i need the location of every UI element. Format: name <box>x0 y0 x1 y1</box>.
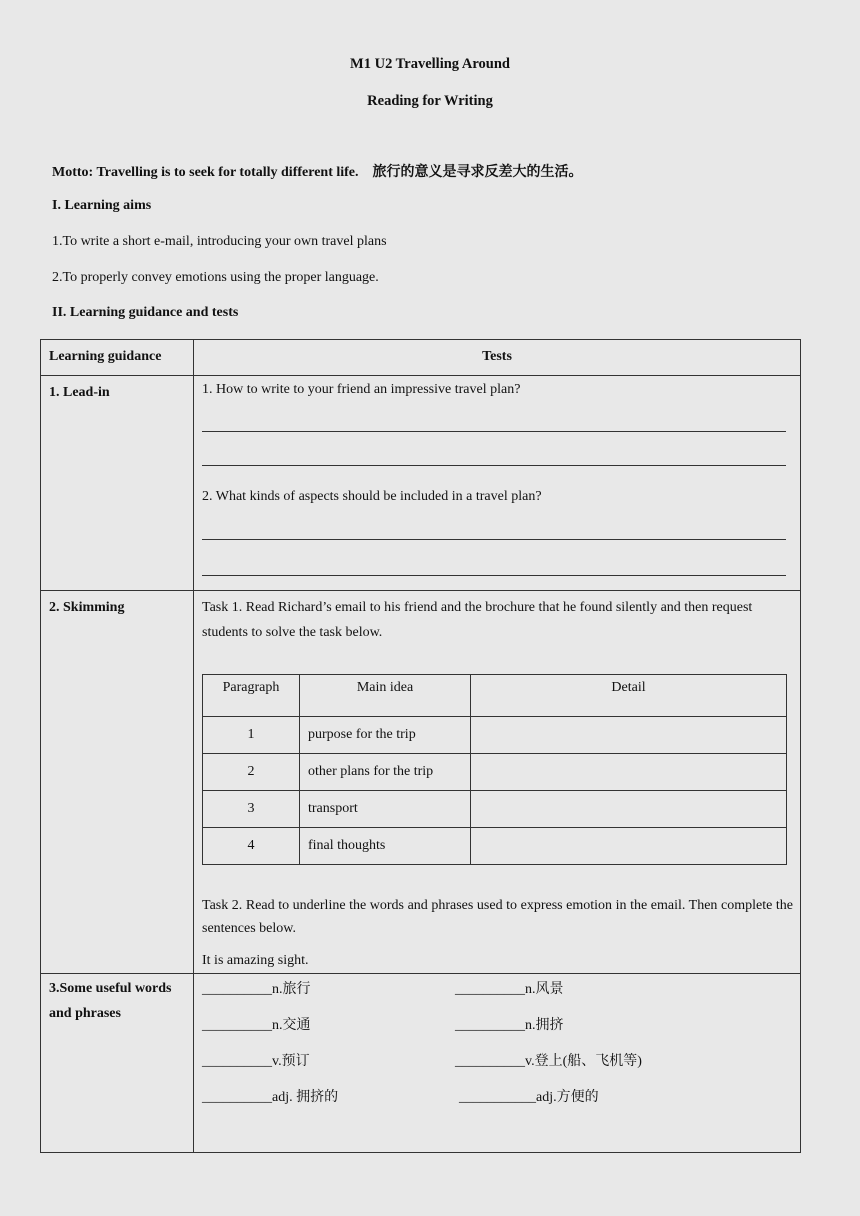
table-row <box>203 754 787 791</box>
answer-line[interactable] <box>202 539 786 540</box>
task-1-text: Task 1. Read Richard’s email to his friend and the brochure that he found silently and then request students to solve the task below. <box>202 600 753 640</box>
paragraph-number: 1 <box>203 717 300 754</box>
label-skimming: 2. Skimming <box>41 591 194 974</box>
useful-words-tests <box>194 974 801 1153</box>
answer-line[interactable] <box>202 465 786 466</box>
lead-in-question-2: 2. What kinds of aspects should be included in a travel plan? <box>202 489 542 504</box>
document-title: M1 U2 Travelling Around <box>350 56 510 72</box>
example-sentence: It is amazing sight. <box>202 953 309 968</box>
word-blank[interactable]: __________adj. 拥挤的 <box>202 1090 339 1105</box>
document-subtitle: Reading for Writing <box>367 93 493 109</box>
word-blank[interactable]: __________n.交通 <box>202 1018 311 1033</box>
sub-header-detail: Detail <box>471 675 787 717</box>
task-2-text: Task 2. Read to underline the words and phrases used to express emotion in the email. Then complete the sentences below. <box>202 898 793 936</box>
table-row <box>203 717 787 754</box>
table-row-skimming <box>41 591 801 974</box>
motto: Motto: Travelling is to seek for totally different life. 旅行的意义是寻求反差大的生活。 <box>52 165 583 180</box>
paragraph-number: 3 <box>203 791 300 828</box>
table-row-lead-in <box>41 376 801 591</box>
word-blank[interactable]: __________n.拥挤 <box>455 1018 564 1033</box>
answer-line[interactable] <box>202 431 786 432</box>
aim-item-2: 2.To properly convey emotions using the proper language. <box>52 270 379 285</box>
label-useful-words: 3.Some useful words and phrases <box>41 974 194 1153</box>
paragraph-number: 4 <box>203 828 300 865</box>
word-blank[interactable]: __________n.旅行 <box>202 982 311 997</box>
lead-in-question-1: 1. How to write to your friend an impressive travel plan? <box>202 382 521 397</box>
skimming-tests <box>194 591 801 974</box>
main-idea: transport <box>300 791 471 828</box>
main-idea: purpose for the trip <box>300 717 471 754</box>
detail-cell[interactable] <box>471 717 787 754</box>
section-heading-guidance: II. Learning guidance and tests <box>52 305 239 320</box>
sub-header-main-idea: Main idea <box>300 675 471 717</box>
lead-in-tests <box>194 376 801 591</box>
header-learning-guidance: Learning guidance <box>41 340 194 376</box>
table-header-row <box>41 340 801 376</box>
detail-cell[interactable] <box>471 791 787 828</box>
paragraph-number: 2 <box>203 754 300 791</box>
paragraph-table <box>202 674 787 865</box>
answer-line[interactable] <box>202 575 786 576</box>
paragraph-table-header <box>203 675 787 717</box>
table-row-words <box>41 974 801 1153</box>
word-blank[interactable]: __________v.登上(船、飞机等) <box>455 1054 642 1069</box>
detail-cell[interactable] <box>471 828 787 865</box>
word-blank[interactable]: __________v.预订 <box>202 1054 310 1069</box>
word-blank[interactable]: __________n.风景 <box>455 982 564 997</box>
sub-header-paragraph: Paragraph <box>203 675 300 717</box>
section-heading-aims: I. Learning aims <box>52 198 152 213</box>
label-lead-in: 1. Lead-in <box>41 376 194 591</box>
detail-cell[interactable] <box>471 754 787 791</box>
header-tests: Tests <box>194 340 801 376</box>
word-blank[interactable]: ___________adj.方便的 <box>459 1090 599 1105</box>
main-idea: other plans for the trip <box>300 754 471 791</box>
aim-item-1: 1.To write a short e-mail, introducing your own travel plans <box>52 234 387 249</box>
table-row <box>203 791 787 828</box>
guidance-table <box>40 339 801 1153</box>
table-row <box>203 828 787 865</box>
main-idea: final thoughts <box>300 828 471 865</box>
